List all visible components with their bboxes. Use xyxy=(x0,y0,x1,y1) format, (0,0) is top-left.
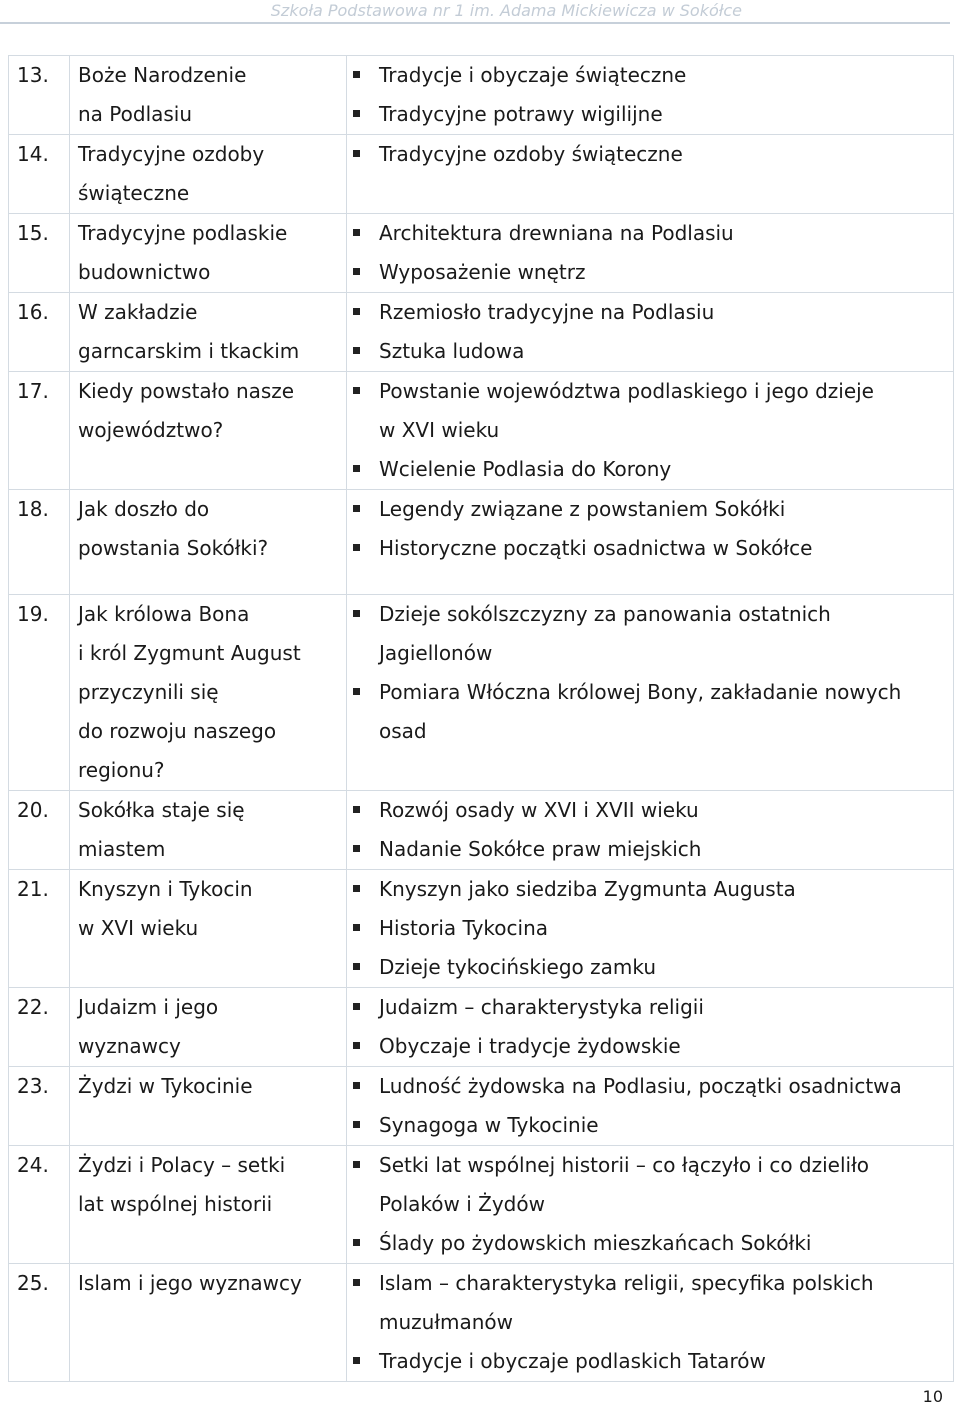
lesson-title-line: Jak królowa Bona xyxy=(78,602,250,626)
lesson-topics xyxy=(347,1067,954,1146)
topic-item: Architektura drewniana na Podlasiu xyxy=(353,214,953,253)
topic-line: Pomiara Włóczna królowej Bony, zakładanie nowych xyxy=(379,680,902,704)
lesson-title-line: garncarskim i tkackim xyxy=(78,339,300,363)
table-row xyxy=(9,56,954,135)
table-row xyxy=(9,791,954,870)
lesson-title-line: przyczynili się xyxy=(78,680,219,704)
lesson-topics xyxy=(347,1264,954,1382)
lesson-number: 17. xyxy=(9,372,70,490)
lesson-title-line: województwo? xyxy=(78,418,224,442)
lesson-title-line: wyznawcy xyxy=(78,1034,181,1058)
lesson-title-line: W zakładzie xyxy=(78,300,198,324)
lesson-title-line: i król Zygmunt August xyxy=(78,641,301,665)
lesson-number: 14. xyxy=(9,135,70,214)
topic-item: Rzemiosło tradycyjne na Podlasiu xyxy=(353,293,953,332)
lesson-title-line: Islam i jego wyznawcy xyxy=(78,1271,302,1295)
lesson-title xyxy=(70,870,347,988)
lesson-title xyxy=(70,372,347,490)
topic-line: Powstanie województwa podlaskiego i jego dzieje xyxy=(379,379,874,403)
topic-item xyxy=(353,372,953,450)
lesson-title-line: powstania Sokółki? xyxy=(78,536,269,560)
topic-item: Ludność żydowska na Podlasiu, początki osadnictwa xyxy=(353,1067,953,1106)
lesson-number: 22. xyxy=(9,988,70,1067)
lesson-title xyxy=(70,56,347,135)
lesson-title-line: w XVI wieku xyxy=(78,916,199,940)
lesson-number: 21. xyxy=(9,870,70,988)
lesson-title-line: budownictwo xyxy=(78,260,211,284)
lesson-title xyxy=(70,214,347,293)
topic-item: Obyczaje i tradycje żydowskie xyxy=(353,1027,953,1066)
topic-item xyxy=(353,673,953,751)
lesson-number: 16. xyxy=(9,293,70,372)
table-row xyxy=(9,1146,954,1264)
lesson-topics xyxy=(347,214,954,293)
table-row xyxy=(9,1067,954,1146)
topic-line: Dzieje sokólszczyzny za panowania ostatnich xyxy=(379,602,831,626)
page-number: 10 xyxy=(922,1387,943,1406)
table-row xyxy=(9,372,954,490)
topic-item: Tradycyjne ozdoby świąteczne xyxy=(353,135,953,174)
topic-item xyxy=(353,1264,953,1342)
lesson-topics xyxy=(347,988,954,1067)
lesson-title-line: miastem xyxy=(78,837,166,861)
lesson-title-line: Żydzi w Tykocinie xyxy=(78,1074,253,1098)
topic-line: Setki lat wspólnej historii – co łączyło i co dzieliło xyxy=(379,1153,870,1177)
lesson-topics xyxy=(347,791,954,870)
topic-item: Tradycje i obyczaje świąteczne xyxy=(353,56,953,95)
lesson-title-line: regionu? xyxy=(78,758,165,782)
lesson-topics xyxy=(347,595,954,791)
school-name: Szkoła Podstawowa nr 1 im. Adama Mickiewicza w Sokółce xyxy=(270,1,742,20)
topic-item: Nadanie Sokółce praw miejskich xyxy=(353,830,953,869)
lesson-title-line: lat wspólnej historii xyxy=(78,1192,273,1216)
topic-line: muzułmanów xyxy=(379,1310,514,1334)
lesson-title-line: Kiedy powstało nasze xyxy=(78,379,295,403)
topic-item: Sztuka ludowa xyxy=(353,332,953,371)
row-spacer xyxy=(353,568,953,594)
table-row xyxy=(9,870,954,988)
topic-item: Knyszyn jako siedziba Zygmunta Augusta xyxy=(353,870,953,909)
table-row xyxy=(9,214,954,293)
topic-line: osad xyxy=(379,719,427,743)
lesson-title-line: na Podlasiu xyxy=(78,102,193,126)
table-row xyxy=(9,135,954,214)
lesson-number: 20. xyxy=(9,791,70,870)
page-header xyxy=(0,0,960,24)
table-row xyxy=(9,1264,954,1382)
lesson-topics xyxy=(347,490,954,595)
lesson-title-line: do rozwoju naszego xyxy=(78,719,277,743)
lesson-title-line: Tradycyjne podlaskie xyxy=(78,221,288,245)
lesson-title-line: Boże Narodzenie xyxy=(78,63,247,87)
lesson-number: 18. xyxy=(9,490,70,595)
lesson-number: 15. xyxy=(9,214,70,293)
lesson-number: 19. xyxy=(9,595,70,791)
lesson-title-line: Żydzi i Polacy – setki xyxy=(78,1153,286,1177)
table-row xyxy=(9,595,954,791)
table-row xyxy=(9,293,954,372)
lesson-topics xyxy=(347,1146,954,1264)
lesson-topics xyxy=(347,372,954,490)
topic-item: Ślady po żydowskich mieszkańcach Sokółki xyxy=(353,1224,953,1263)
lesson-number: 23. xyxy=(9,1067,70,1146)
topic-line: w XVI wieku xyxy=(379,418,500,442)
lesson-title xyxy=(70,490,347,595)
lesson-title-line: Jak doszło do xyxy=(78,497,210,521)
topic-item: Wcielenie Podlasia do Korony xyxy=(353,450,953,489)
topic-item xyxy=(353,595,953,673)
lesson-title-line: Tradycyjne ozdoby xyxy=(78,142,265,166)
lesson-title-line: Judaizm i jego xyxy=(78,995,219,1019)
lesson-title xyxy=(70,293,347,372)
topic-item: Dzieje tykocińskiego zamku xyxy=(353,948,953,987)
lesson-title xyxy=(70,1264,347,1382)
lesson-number: 25. xyxy=(9,1264,70,1382)
table-row xyxy=(9,988,954,1067)
lesson-title-line: Sokółka staje się xyxy=(78,798,245,822)
curriculum-table xyxy=(8,55,954,1382)
topic-item: Historia Tykocina xyxy=(353,909,953,948)
topic-item: Tradycje i obyczaje podlaskich Tatarów xyxy=(353,1342,953,1381)
topic-item: Judaizm – charakterystyka religii xyxy=(353,988,953,1027)
header-rule xyxy=(0,22,950,24)
lesson-title xyxy=(70,135,347,214)
lesson-number: 13. xyxy=(9,56,70,135)
lesson-title xyxy=(70,791,347,870)
topic-item: Tradycyjne potrawy wigilijne xyxy=(353,95,953,134)
lesson-title xyxy=(70,1067,347,1146)
topic-item: Wyposażenie wnętrz xyxy=(353,253,953,292)
lesson-topics xyxy=(347,293,954,372)
topic-item: Rozwój osady w XVI i XVII wieku xyxy=(353,791,953,830)
lesson-topics xyxy=(347,56,954,135)
lesson-topics xyxy=(347,135,954,214)
topic-line: Jagiellonów xyxy=(379,641,493,665)
table-row xyxy=(9,490,954,595)
topic-item: Historyczne początki osadnictwa w Sokółce xyxy=(353,529,953,568)
lesson-number: 24. xyxy=(9,1146,70,1264)
topic-item: Legendy związane z powstaniem Sokółki xyxy=(353,490,953,529)
lesson-title xyxy=(70,1146,347,1264)
topic-item xyxy=(353,1146,953,1224)
lesson-title xyxy=(70,595,347,791)
lesson-title xyxy=(70,988,347,1067)
topic-item: Synagoga w Tykocinie xyxy=(353,1106,953,1145)
lesson-title-line: Knyszyn i Tykocin xyxy=(78,877,253,901)
lesson-title-line: świąteczne xyxy=(78,181,190,205)
topic-line: Polaków i Żydów xyxy=(379,1192,545,1216)
lesson-topics xyxy=(347,870,954,988)
topic-line: Islam – charakterystyka religii, specyfika polskich xyxy=(379,1271,874,1295)
